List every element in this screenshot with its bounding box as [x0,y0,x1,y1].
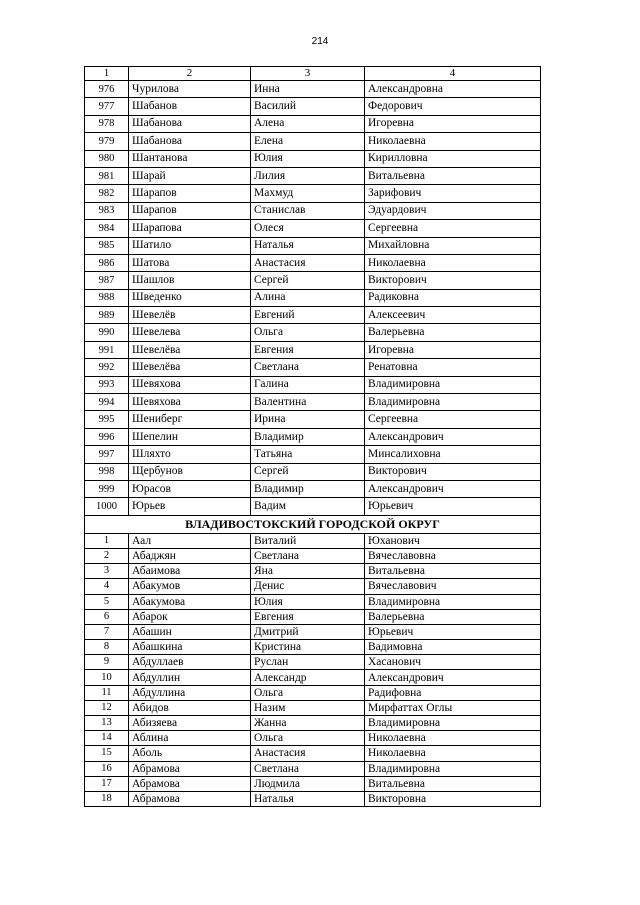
last-name: Абарок [129,609,251,624]
patronymic: Александрович [365,670,541,685]
patronymic: Викторовна [365,791,541,806]
persons-table [84,66,541,807]
first-name: Анастасия [251,254,365,271]
last-name: Абакумова [129,594,251,609]
patronymic: Радифовна [365,685,541,700]
row-number: 980 [85,150,129,167]
first-name: Ольга [251,731,365,746]
first-name: Дмитрий [251,624,365,639]
last-name: Юрасов [129,480,251,497]
last-name: Шведенко [129,289,251,306]
last-name: Шевелева [129,324,251,341]
row-number: 1000 [85,498,129,515]
table-row [85,202,541,219]
patronymic: Валерьевна [365,324,541,341]
first-name: Владимир [251,480,365,497]
table-row [85,150,541,167]
patronymic: Радиковна [365,289,541,306]
patronymic: Ренатовна [365,359,541,376]
patronymic: Юханович [365,533,541,548]
patronymic: Александрович [365,480,541,497]
first-name: Елена [251,133,365,150]
row-number: 978 [85,115,129,132]
table-row [85,463,541,480]
row-number: 11 [85,685,129,700]
row-number: 13 [85,716,129,731]
row-number: 999 [85,480,129,497]
last-name: Юрьев [129,498,251,515]
last-name: Аболь [129,746,251,761]
table-row [85,670,541,685]
table-row [85,185,541,202]
first-name: Юлия [251,594,365,609]
first-name: Ольга [251,685,365,700]
header-col-2: 2 [129,67,251,81]
first-name: Махмуд [251,185,365,202]
last-name: Шляхто [129,446,251,463]
table-row [85,359,541,376]
patronymic: Вячеславович [365,579,541,594]
last-name: Шабанова [129,133,251,150]
first-name: Олеся [251,220,365,237]
first-name: Светлана [251,548,365,563]
table-row [85,609,541,624]
last-name: Шатило [129,237,251,254]
last-name: Абаджян [129,548,251,563]
first-name: Евгения [251,609,365,624]
patronymic: Мирфаттах Оглы [365,700,541,715]
header-col-1: 1 [85,67,129,81]
first-name: Виталий [251,533,365,548]
last-name: Абидов [129,700,251,715]
row-number: 988 [85,289,129,306]
first-name: Кристина [251,640,365,655]
first-name: Татьяна [251,446,365,463]
last-name: Шантанова [129,150,251,167]
table-row [85,498,541,515]
last-name: Шабанов [129,98,251,115]
first-name: Владимир [251,428,365,445]
table-row [85,564,541,579]
patronymic: Викторович [365,272,541,289]
first-name: Людмила [251,776,365,791]
first-name: Светлана [251,359,365,376]
last-name: Абрамова [129,761,251,776]
patronymic: Александрович [365,428,541,445]
table-row [85,700,541,715]
last-name: Шарапов [129,185,251,202]
table-row [85,716,541,731]
first-name: Станислав [251,202,365,219]
patronymic: Федорович [365,98,541,115]
first-name: Александр [251,670,365,685]
row-number: 987 [85,272,129,289]
last-name: Шевяхова [129,376,251,393]
last-name: Шатова [129,254,251,271]
row-number: 998 [85,463,129,480]
header-col-3: 3 [251,67,365,81]
last-name: Шевяхова [129,394,251,411]
patronymic: Витальевна [365,564,541,579]
first-name: Наталья [251,237,365,254]
row-number: 8 [85,640,129,655]
table-row [85,376,541,393]
first-name: Сергей [251,463,365,480]
table-row [85,761,541,776]
last-name: Абрамова [129,791,251,806]
first-name: Руслан [251,655,365,670]
table-row [85,289,541,306]
table-row [85,685,541,700]
last-name: Абдуллин [129,670,251,685]
patronymic: Александровна [365,81,541,98]
row-number: 976 [85,81,129,98]
last-name: Шевелёва [129,359,251,376]
table-row [85,594,541,609]
row-number: 996 [85,428,129,445]
table-row [85,133,541,150]
first-name: Светлана [251,761,365,776]
last-name: Абизяева [129,716,251,731]
table-row [85,220,541,237]
patronymic: Минсалиховна [365,446,541,463]
first-name: Евгений [251,307,365,324]
table-row [85,480,541,497]
patronymic: Хасанович [365,655,541,670]
table-row [85,341,541,358]
row-number: 993 [85,376,129,393]
last-name: Абаимова [129,564,251,579]
patronymic: Игоревна [365,115,541,132]
table-row [85,446,541,463]
last-name: Абакумов [129,579,251,594]
row-number: 997 [85,446,129,463]
row-number: 982 [85,185,129,202]
patronymic: Валерьевна [365,609,541,624]
row-number: 1 [85,533,129,548]
last-name: Абдуллина [129,685,251,700]
section-heading-row [85,515,541,533]
table-row [85,167,541,184]
table-row [85,655,541,670]
patronymic: Игоревна [365,341,541,358]
table-row [85,115,541,132]
patronymic: Владимировна [365,716,541,731]
table-row [85,548,541,563]
table-row [85,776,541,791]
first-name: Галина [251,376,365,393]
table-row [85,411,541,428]
row-number: 4 [85,579,129,594]
patronymic: Михайловна [365,237,541,254]
table-row [85,533,541,548]
table-row [85,324,541,341]
table-row [85,272,541,289]
patronymic: Николаевна [365,731,541,746]
table-header-row [85,67,541,81]
row-number: 990 [85,324,129,341]
header-col-4: 4 [365,67,541,81]
row-number: 7 [85,624,129,639]
table-row [85,428,541,445]
page-number: 214 [311,36,329,47]
row-number: 994 [85,394,129,411]
row-number: 5 [85,594,129,609]
row-number: 977 [85,98,129,115]
table-row [85,254,541,271]
first-name: Вадим [251,498,365,515]
table-row [85,746,541,761]
first-name: Яна [251,564,365,579]
patronymic: Владимировна [365,594,541,609]
table-row [85,579,541,594]
first-name: Ольга [251,324,365,341]
last-name: Абашин [129,624,251,639]
table-body [85,67,541,807]
last-name: Шабанова [129,115,251,132]
row-number: 979 [85,133,129,150]
row-number: 17 [85,776,129,791]
row-number: 9 [85,655,129,670]
last-name: Шевелёва [129,341,251,358]
table-row [85,81,541,98]
section-title: ВЛАДИВОСТОКСКИЙ ГОРОДСКОЙ ОКРУГ [85,515,541,533]
table-row [85,98,541,115]
table-row [85,237,541,254]
row-number: 15 [85,746,129,761]
table-row [85,731,541,746]
patronymic: Юрьевич [365,624,541,639]
row-number: 991 [85,341,129,358]
table-row [85,394,541,411]
patronymic: Вадимовна [365,640,541,655]
last-name: Абдуллаев [129,655,251,670]
row-number: 2 [85,548,129,563]
first-name: Юлия [251,150,365,167]
patronymic: Юрьевич [365,498,541,515]
table-row [85,624,541,639]
patronymic: Николаевна [365,254,541,271]
table-row [85,791,541,806]
last-name: Аблина [129,731,251,746]
patronymic: Сергеевна [365,220,541,237]
last-name: Шевелёв [129,307,251,324]
last-name: Шарай [129,167,251,184]
patronymic: Кирилловна [365,150,541,167]
first-name: Алена [251,115,365,132]
row-number: 981 [85,167,129,184]
table-row [85,307,541,324]
patronymic: Витальевна [365,167,541,184]
first-name: Назим [251,700,365,715]
first-name: Алина [251,289,365,306]
patronymic: Владимировна [365,761,541,776]
row-number: 18 [85,791,129,806]
row-number: 3 [85,564,129,579]
first-name: Денис [251,579,365,594]
table-row [85,640,541,655]
patronymic: Николаевна [365,746,541,761]
patronymic: Сергеевна [365,411,541,428]
last-name: Чурилова [129,81,251,98]
first-name: Евгения [251,341,365,358]
patronymic: Алексеевич [365,307,541,324]
patronymic: Викторович [365,463,541,480]
last-name: Шарапова [129,220,251,237]
row-number: 992 [85,359,129,376]
last-name: Шениберг [129,411,251,428]
patronymic: Витальевна [365,776,541,791]
last-name: Шарапов [129,202,251,219]
last-name: Шашлов [129,272,251,289]
first-name: Ирина [251,411,365,428]
first-name: Анастасия [251,746,365,761]
patronymic: Николаевна [365,133,541,150]
row-number: 983 [85,202,129,219]
last-name: Абрамова [129,776,251,791]
first-name: Василий [251,98,365,115]
patronymic: Владимировна [365,376,541,393]
row-number: 986 [85,254,129,271]
last-name: Абашкина [129,640,251,655]
patronymic: Эдуардович [365,202,541,219]
row-number: 10 [85,670,129,685]
patronymic: Зарифович [365,185,541,202]
row-number: 984 [85,220,129,237]
first-name: Жанна [251,716,365,731]
last-name: Шепелин [129,428,251,445]
patronymic: Вячеславовна [365,548,541,563]
first-name: Лилия [251,167,365,184]
patronymic: Владимировна [365,394,541,411]
row-number: 14 [85,731,129,746]
row-number: 985 [85,237,129,254]
first-name: Инна [251,81,365,98]
first-name: Наталья [251,791,365,806]
row-number: 16 [85,761,129,776]
row-number: 995 [85,411,129,428]
row-number: 989 [85,307,129,324]
last-name: Аал [129,533,251,548]
last-name: Щербунов [129,463,251,480]
first-name: Валентина [251,394,365,411]
row-number: 12 [85,700,129,715]
first-name: Сергей [251,272,365,289]
row-number: 6 [85,609,129,624]
